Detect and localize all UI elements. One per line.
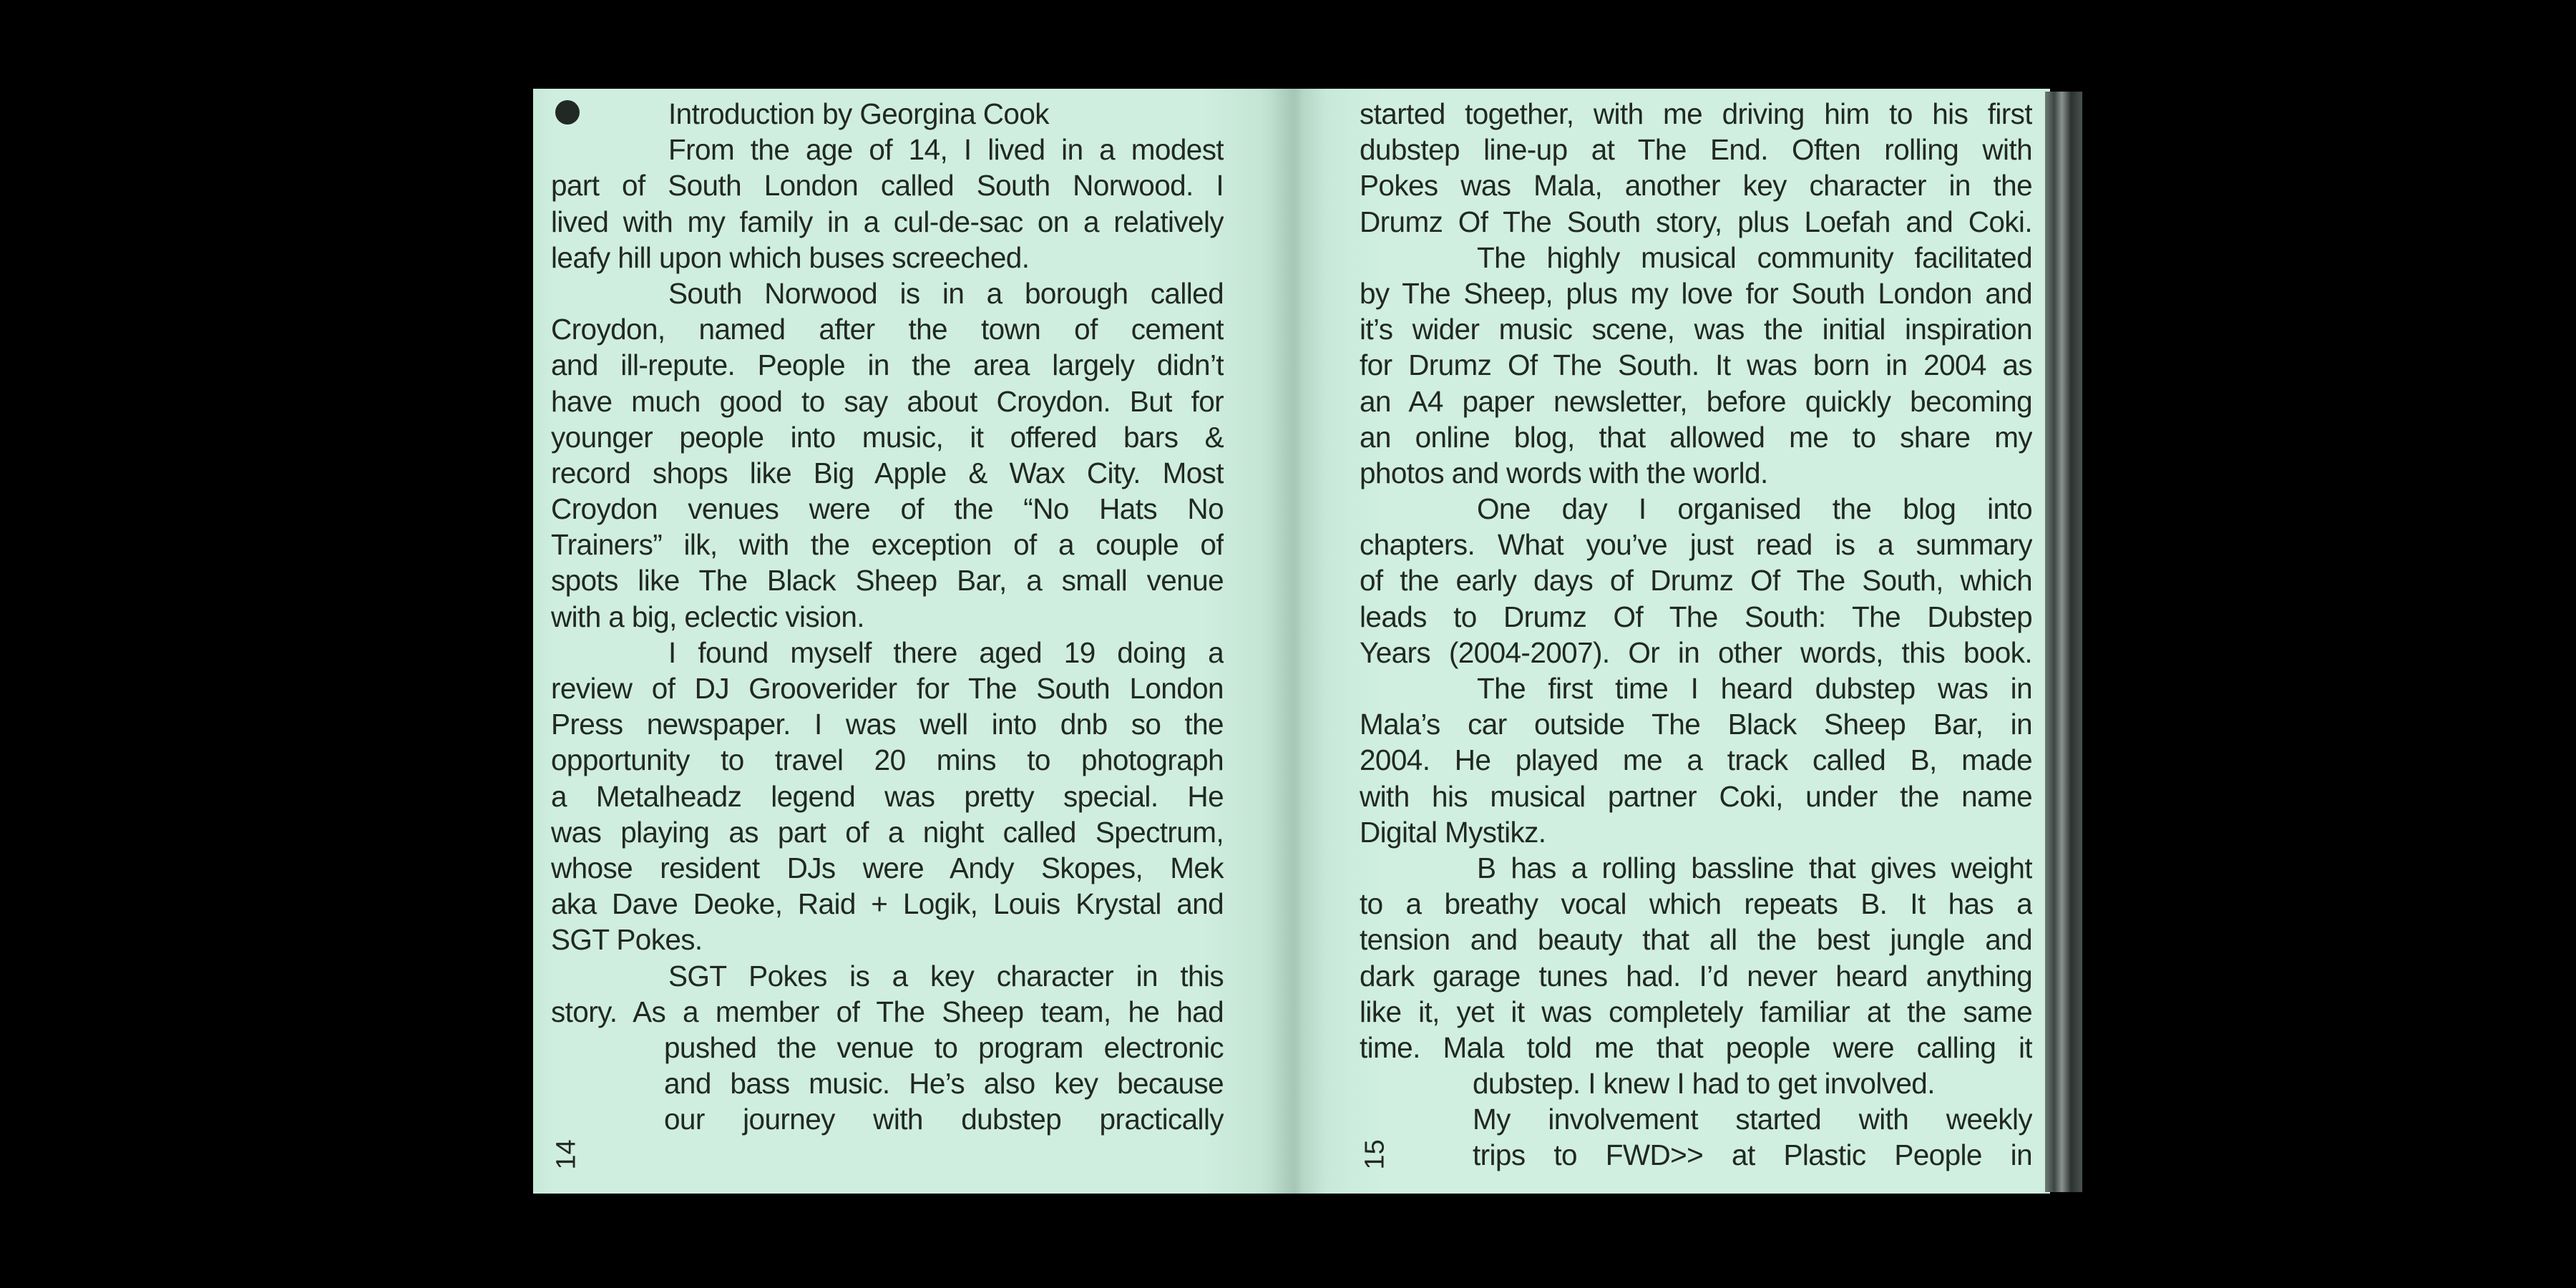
text-line: an A4 paper newsletter, before quickly becoming	[1360, 384, 2032, 418]
text-line: From the age of 14, I lived in a modest	[668, 133, 1224, 167]
text-line: for Drumz Of The South. It was born in 2004 as	[1360, 348, 2032, 382]
text-line: and ill-repute. People in the area largely didn’t	[551, 348, 1224, 382]
text-line: a Metalheadz legend was pretty special. He	[551, 779, 1224, 813]
text-line: and bass music. He’s also key because	[664, 1067, 1224, 1101]
text-line: it’s wider music scene, was the initial inspiration	[1360, 313, 2032, 346]
text-line: I found myself there aged 19 doing a	[668, 635, 1224, 669]
text-line: pushed the venue to program electronic	[664, 1030, 1224, 1064]
chapter-title: Introduction by Georgina Cook	[668, 97, 1049, 130]
page-number-left: 14	[551, 1139, 582, 1170]
text-line: The first time I heard dubstep was in	[1477, 672, 2032, 705]
text-line: Trainers” ilk, with the exception of a couple of	[551, 528, 1224, 562]
text-line: dubstep line-up at The End. Often rolling with	[1360, 133, 2032, 167]
text-line: dark garage tunes had. I’d never heard anything	[1360, 959, 2032, 992]
right-page-text	[1360, 96, 2032, 1174]
text-line: Years (2004-2007). Or in other words, this book.	[1360, 635, 2032, 669]
text-line: younger people into music, it offered bars &	[551, 420, 1224, 454]
text-line: Mala’s car outside The Black Sheep Bar, in	[1360, 708, 2032, 741]
text-line: leads to Drumz Of The South: The Dubstep	[1360, 600, 2032, 633]
text-line: The highly musical community facilitated	[1477, 240, 2032, 274]
text-line: Croydon venues were of the “No Hats No	[551, 492, 1224, 526]
left-page-body	[551, 132, 1224, 1137]
text-line: SGT Pokes.	[551, 923, 703, 957]
text-line: leafy hill upon which buses screeched.	[551, 240, 1030, 274]
text-line: whose resident DJs were Andy Skopes, Mek	[551, 851, 1224, 884]
text-line: time. Mala told me that people were calling it	[1360, 1030, 2032, 1064]
text-line: 2004. He played me a track called B, made	[1360, 743, 2032, 777]
text-line: was playing as part of a night called Spectrum,	[551, 815, 1224, 849]
text-line: One day I organised the blog into	[1477, 492, 2032, 526]
text-line: trips to FWD>> at Plastic People in	[1473, 1138, 2032, 1172]
text-line: story. As a member of The Sheep team, he had	[551, 995, 1224, 1028]
text-line: Pokes was Mala, another key character in the	[1360, 169, 2032, 203]
text-line: SGT Pokes is a key character in this	[668, 959, 1224, 992]
text-line: record shops like Big Apple & Wax City. Most	[551, 456, 1224, 489]
text-line: to a breathy vocal which repeats B. It has a	[1360, 887, 2032, 921]
text-line: aka Dave Deoke, Raid + Logik, Louis Krystal and	[551, 887, 1224, 921]
text-line: B has a rolling bassline that gives weight	[1477, 851, 2032, 884]
text-line: part of South London called South Norwood. I	[551, 169, 1224, 203]
text-line: review of DJ Grooverider for The South London	[551, 672, 1224, 705]
text-line: with a big, eclectic vision.	[551, 600, 864, 633]
text-line: tension and beauty that all the best jungle and	[1360, 923, 2032, 957]
left-page-text	[551, 96, 1224, 1137]
text-line: our journey with dubstep practically	[664, 1103, 1224, 1136]
text-line: Digital Mystikz.	[1360, 815, 1546, 849]
text-line: dubstep. I knew I had to get involved.	[1473, 1067, 1935, 1101]
text-line: with his musical partner Coki, under the name	[1360, 779, 2032, 813]
text-line: opportunity to travel 20 mins to photograph	[551, 743, 1224, 777]
text-line: My involvement started with weekly	[1473, 1103, 2032, 1136]
text-line: by The Sheep, plus my love for South London and	[1360, 276, 2032, 310]
page-number-right: 15	[1360, 1139, 1390, 1170]
text-line: like it, yet it was completely familiar at the same	[1360, 995, 2032, 1028]
text-line: of the early days of Drumz Of The South, which	[1360, 564, 2032, 597]
text-line: spots like The Black Sheep Bar, a small venue	[551, 564, 1224, 597]
text-line: lived with my family in a cul-de-sac on a relatively	[551, 205, 1224, 238]
text-line: Press newspaper. I was well into dnb so the	[551, 708, 1224, 741]
text-line: South Norwood is in a borough called	[668, 276, 1224, 310]
text-line: Drumz Of The South story, plus Loefah and Coki.	[1360, 205, 2032, 238]
text-line: started together, with me driving him to his first	[1360, 97, 2032, 130]
text-line: photos and words with the world.	[1360, 456, 1768, 489]
page-edges	[2045, 92, 2082, 1192]
right-page-body	[1360, 96, 2032, 1174]
text-line: an online blog, that allowed me to share my	[1360, 420, 2032, 454]
text-line: chapters. What you’ve just read is a summary	[1360, 528, 2032, 562]
text-line: Croydon, named after the town of cement	[551, 313, 1224, 346]
text-line: have much good to say about Croydon. But for	[551, 384, 1224, 418]
